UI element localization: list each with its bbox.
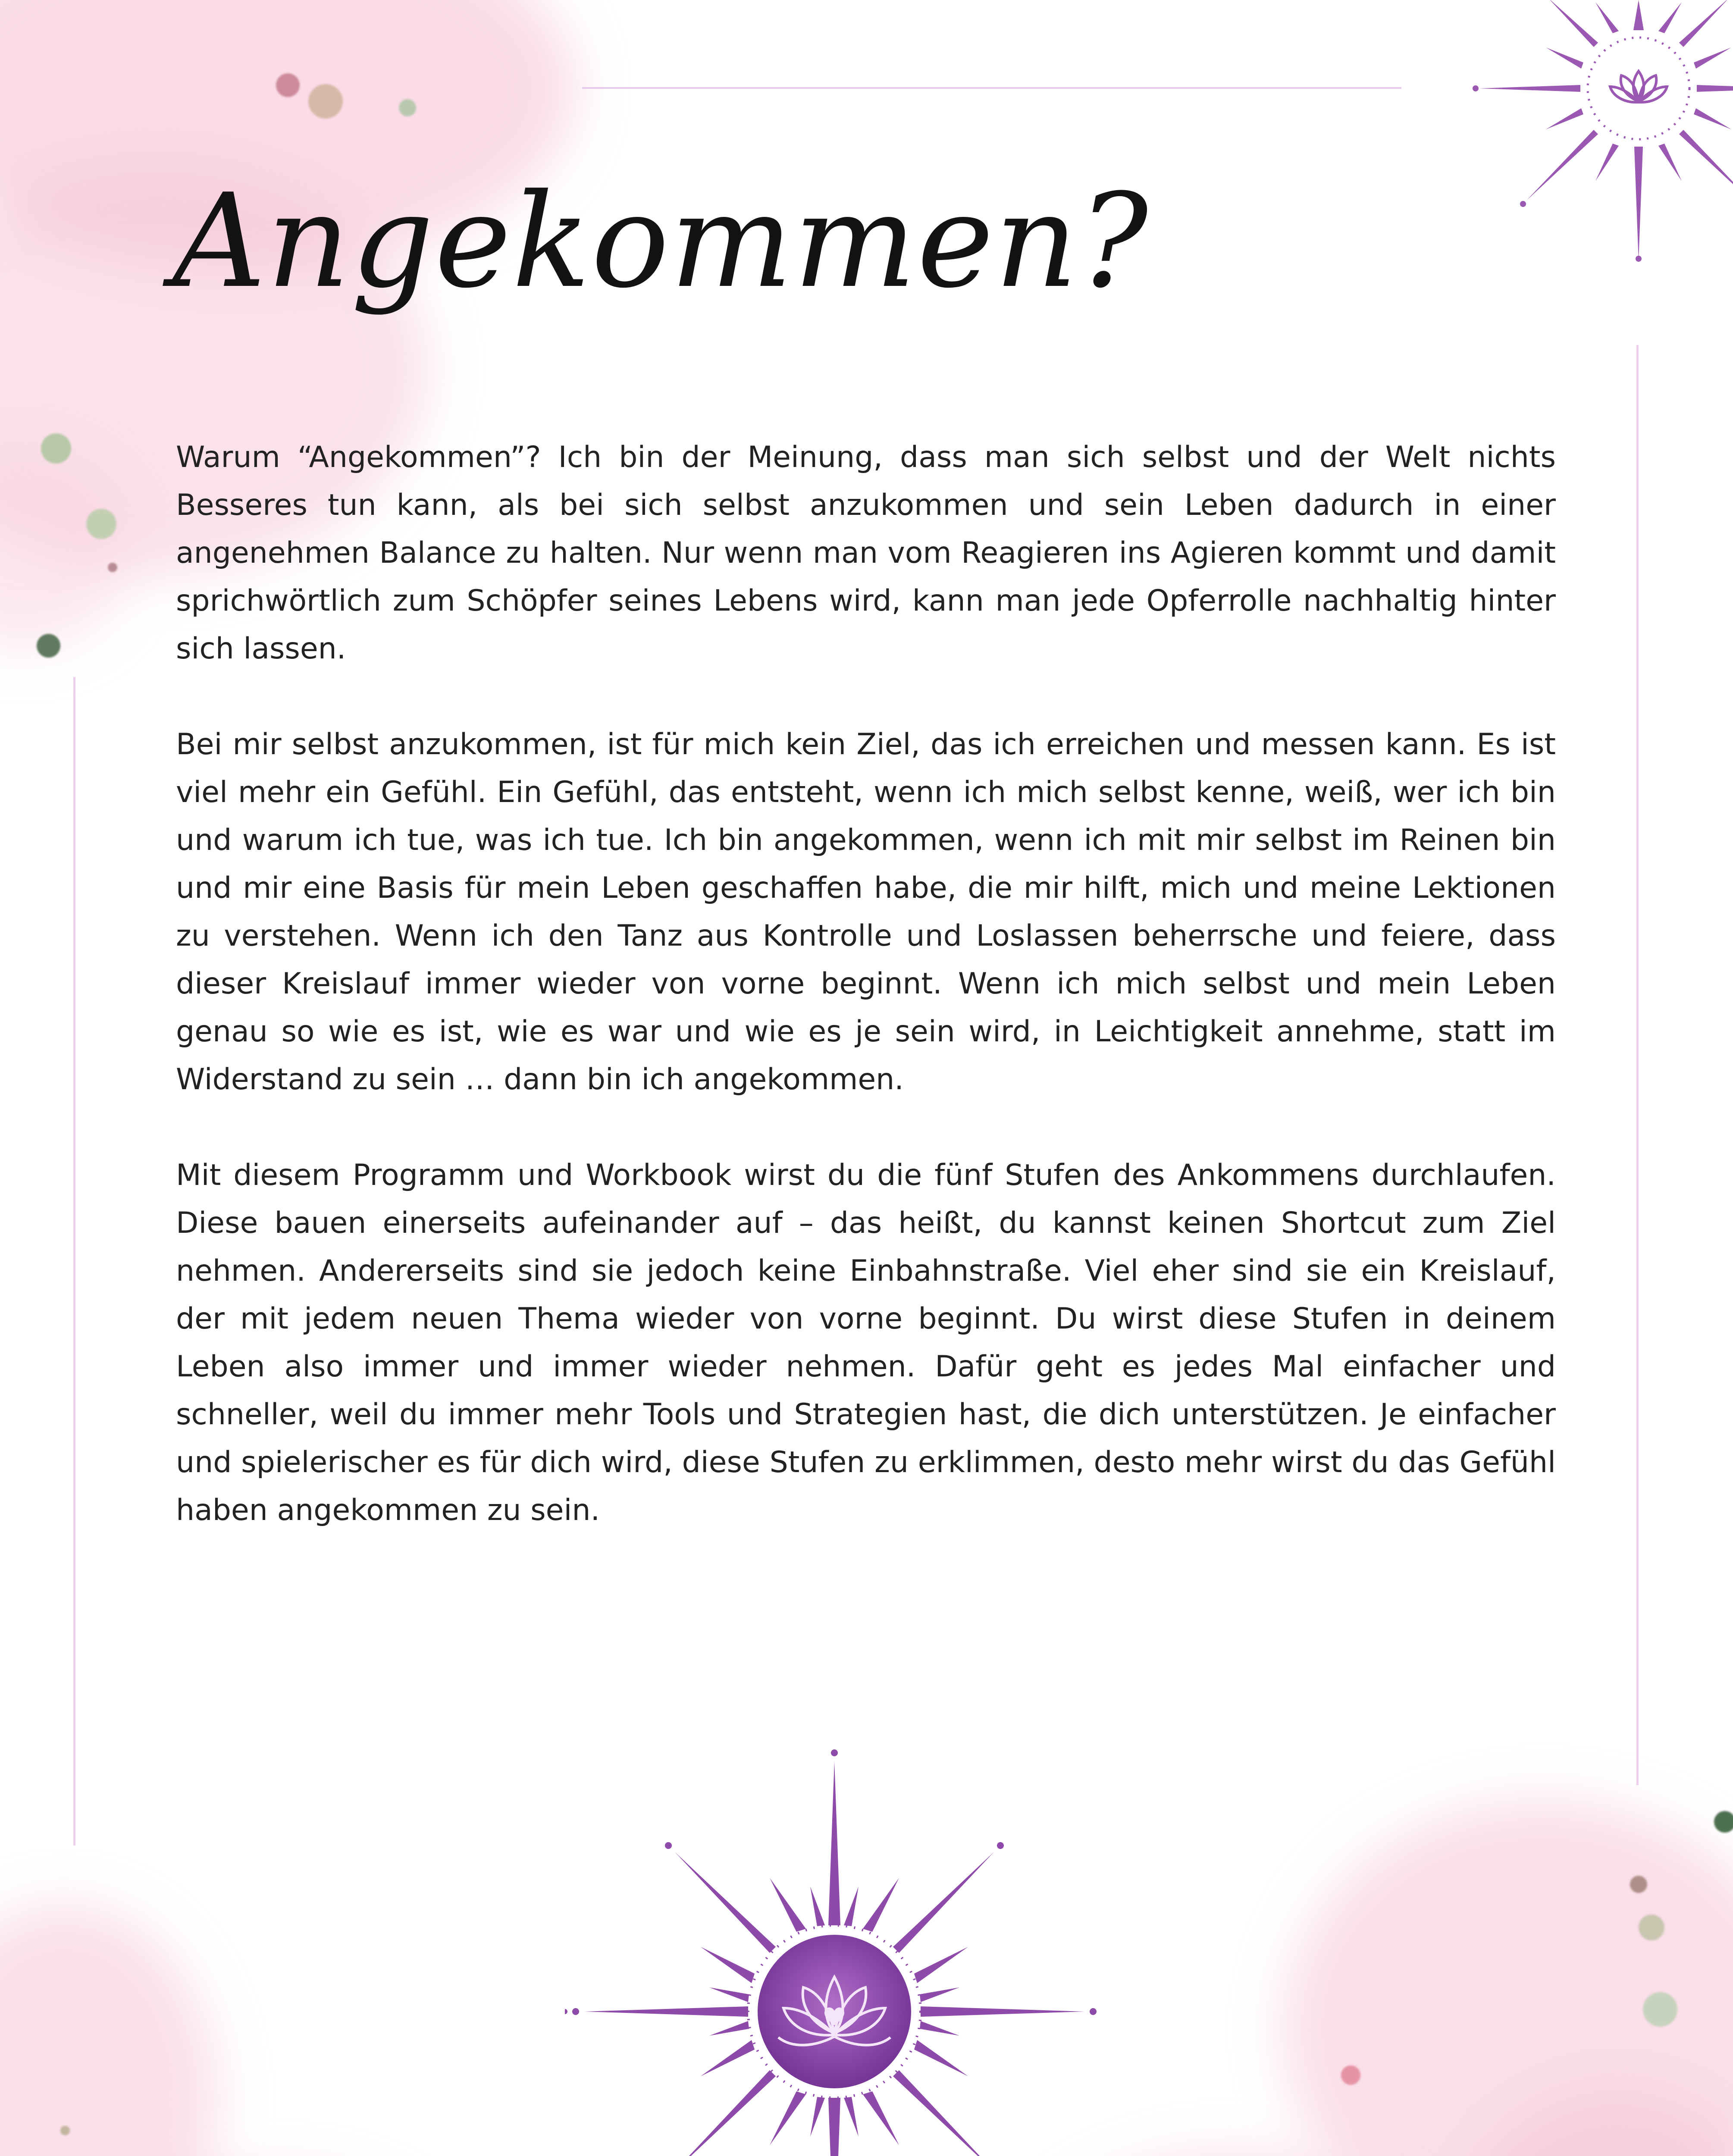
sunburst-lotus-outline-icon [1462, 0, 1733, 263]
body-text [176, 433, 1556, 1582]
left-rule [73, 677, 75, 1846]
page-title: Angekommen? [172, 166, 1149, 317]
sunburst-lotus-emblem-icon [565, 1742, 1113, 2156]
paragraph: Warum “Angekommen”? Ich bin der Meinung, dass man sich selbst und der Welt nichts Besseres tun kann, als bei sich selbst anzukommen und sein Leben dadurch in einer angenehmen Balance zu halten. Nur wenn man vom Reagieren ins Agieren kommt und damit sprichwörtlich zum Schöpfer seines Lebens wird, kann man jede Opferrolle nachhaltig hinter sich lassen. [176, 440, 1556, 666]
paragraph: Bei mir selbst anzukommen, ist für mich kein Ziel, das ich erreichen und messen kann. Es ist viel mehr ein Gefühl. Ein Gefühl, das entsteht, wenn ich mich selbst kenne, weiß, wer ich bin und warum ich tue, was ich tue. Ich bin angekommen, wenn ich mit mir selbst im Reinen bin und mir eine Basis für mein Leben geschaffen habe, die mir hilft, mich und meine Lektionen zu verstehen. Wenn ich den Tanz aus Kontrolle und Loslassen beherrsche und feiere, dass dieser Kreislauf immer wieder von vorne beginnt. Wenn ich mich selbst und mein Leben genau so wie es ist, wie es war und wie es je sein wird, in Leichtigkeit annehme, statt im Widerstand zu sein … dann bin ich angekommen. [176, 727, 1556, 1097]
top-rule [582, 87, 1401, 89]
right-rule [1636, 345, 1639, 1785]
paragraph: Mit diesem Programm und Workbook wirst du die fünf Stufen des Ankommens durchlaufen. Diese bauen einerseits aufeinander auf – das heißt, du kannst keinen Shortcut zum Ziel nehmen. Andererseits sind sie jedoch keine Einbahnstraße. Viel eher sind sie ein Kreislauf, der mit jedem neuen Thema wieder von vorne beginnt. Du wirst diese Stufen in deinem Leben also immer und immer wieder nehmen. Dafür geht es jedes Mal einfacher und schneller, weil du immer mehr Tools und Strategien hast, die dich unterstützen. Je einfacher und spielerischer es für dich wird, diese Stufen zu erklimmen, desto mehr wirst du das Gefühl haben angekommen zu sein. [176, 1158, 1556, 1527]
